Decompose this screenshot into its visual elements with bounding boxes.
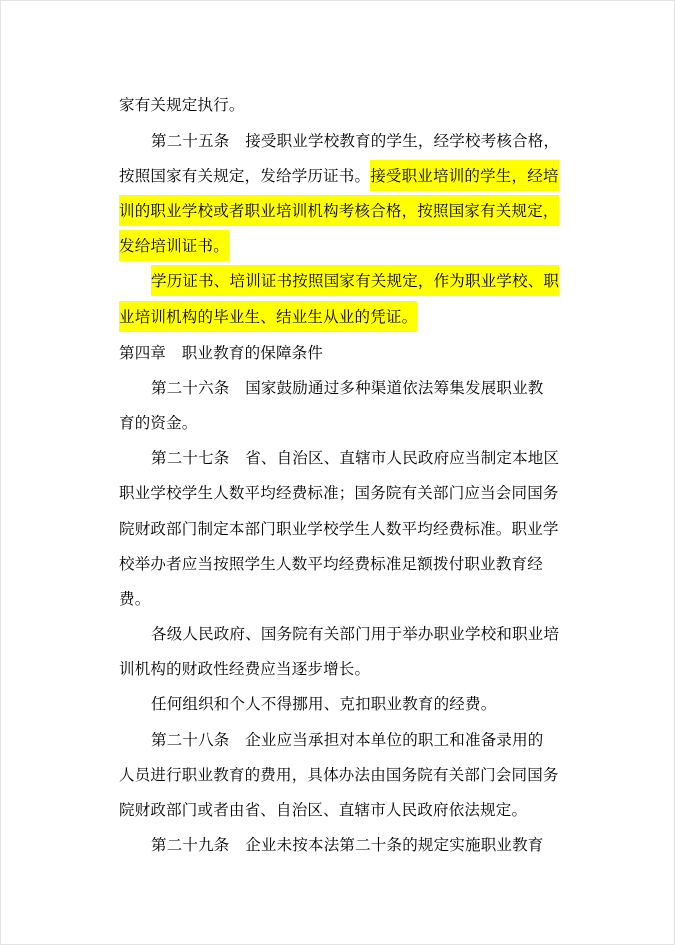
text-line: 第二十六条 国家鼓励通过多种渠道依法筹集发展职业教 [151, 379, 544, 397]
text-line: 第二十五条 接受职业学校教育的学生，经学校考核合格， [151, 132, 560, 150]
text-line: 第二十七条 省、自治区、直辖市人民政府应当制定本地区 [151, 449, 560, 467]
text-line: 费。 [119, 590, 151, 608]
text-line: 职业学校学生人数平均经费标准；国务院有关部门应当会同国务 [119, 484, 559, 502]
highlighted-text: 发给培训证书。 [119, 230, 229, 261]
text-line: 院财政部门制定本部门职业学校学生人数平均经费标准。职业学 [119, 520, 559, 538]
text-line: 家有关规定执行。 [119, 96, 245, 114]
text-line [119, 307, 417, 327]
highlighted-text: 接受职业培训的学生，经培 [370, 160, 558, 191]
text-line: 人员进行职业教育的费用，具体办法由国务院有关部门会同国务 [119, 766, 559, 784]
highlighted-text: 学历证书、培训证书按照国家有关规定，作为职业学校、职 [151, 265, 559, 296]
text-line: 训机构的财政性经费应当逐步增长。 [119, 660, 371, 678]
highlighted-text: 训的职业学校或者职业培训机构考核合格，按照国家有关规定， [119, 195, 559, 226]
text-line [119, 201, 559, 221]
chapter-heading: 第四章 职业教育的保障条件 [119, 344, 324, 362]
text-line: 第二十九条 企业未按本法第二十条的规定实施职业教育 [151, 836, 544, 854]
text-line [119, 236, 229, 256]
text-line: 按照国家有关规定，发给学历证书。接受职业培训的学生，经培 [119, 166, 559, 186]
text-line: 各级人民政府、国务院有关部门用于举办职业学校和职业培 [151, 625, 560, 643]
text-line: 任何组织和个人不得挪用、克扣职业教育的经费。 [151, 695, 497, 713]
highlighted-text: 业培训机构的毕业生、结业生从业的凭证。 [119, 301, 417, 332]
text-line: 校举办者应当按照学生人数平均经费标准足额拨付职业教育经 [119, 555, 543, 573]
text-line [151, 271, 559, 291]
text-line: 第二十八条 企业应当承担对本单位的职工和准备录用的 [151, 731, 544, 749]
text-line: 育的资金。 [119, 414, 198, 432]
text-line: 院财政部门或者由省、自治区、直辖市人民政府依法规定。 [119, 801, 528, 819]
